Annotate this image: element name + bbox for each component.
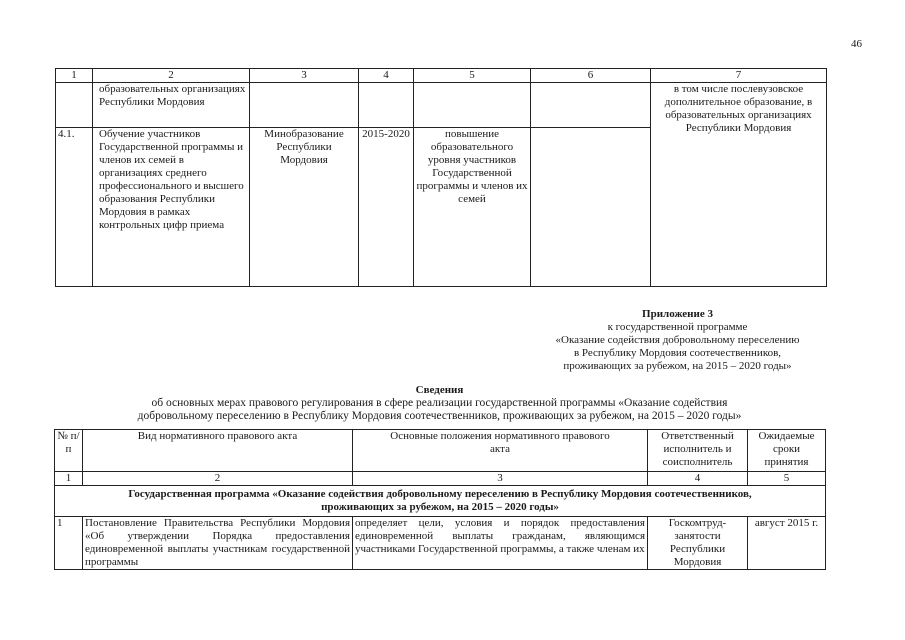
responsible-org: Госкомтруд-занятости Республики Мордовия (648, 517, 748, 570)
table-header-row (55, 430, 826, 472)
col-number: 1 (55, 472, 83, 486)
appendix-header (520, 308, 835, 373)
col-header: 6 (531, 69, 651, 83)
appendix-line: в Республику Мордовия соотечественников, (573, 347, 782, 359)
row-number: 1 (55, 517, 83, 570)
table-row (55, 517, 826, 570)
appendix-line: к государственной программе (607, 321, 748, 333)
act-title: Постановление Правительства Республики Мордовия «Об утверждении Порядка предоставления единовременной выплаты участникам государственной программы (83, 517, 353, 570)
appendix-title: Приложение 3 (642, 308, 713, 320)
measure-name: Обучение участников Государственной программы и членов их семей в организациях среднего профессионального и высшего образования Республики Мордовия в рамках контрольных цифр приема (93, 128, 250, 287)
section-heading (54, 384, 825, 423)
col-header: 1 (56, 69, 93, 83)
col-header: 7 (651, 69, 827, 83)
deadline: август 2015 г. (748, 517, 826, 570)
appendix-line: «Оказание содействия добровольному переселению (555, 334, 800, 346)
col-header: 2 (93, 69, 250, 83)
header-act-type: Вид нормативного правового акта (83, 430, 353, 472)
empty-cell (531, 128, 651, 287)
col-number: 4 (648, 472, 748, 486)
page-number: 46 (851, 38, 862, 50)
table-header-row (56, 69, 827, 83)
program-section-title: Государственная программа «Оказание содействия добровольному переселению в Республику Мордовия соотечественников, проживающих за рубежом, на 2015 – 2020 годы» (55, 486, 826, 517)
header-num: № п/п (55, 430, 83, 472)
legal-measures-table (54, 429, 826, 570)
appendix-line: проживающих за рубежом, на 2015 – 2020 годы» (563, 360, 792, 372)
cell-continuation: образовательных организациях Республики Мордовия (93, 83, 250, 128)
header-deadline: Ожидаемые сроки принятия (748, 430, 826, 472)
expected-result: повышение образовательного уровня участников Государственной программы и членов их семей (414, 128, 531, 287)
col-header: 5 (414, 69, 531, 83)
cell-col7-text: в том числе послевузовское дополнительное образование, в образовательных организациях Республики Мордовия (651, 83, 827, 287)
period: 2015-2020 (359, 128, 414, 287)
section-row (55, 486, 826, 517)
col-header: 3 (250, 69, 359, 83)
table-row (56, 83, 827, 128)
column-numbers-row (55, 472, 826, 486)
col-number: 3 (353, 472, 648, 486)
row-number: 4.1. (56, 128, 93, 287)
executor: Минобразование Республики Мордовия (250, 128, 359, 287)
act-provisions: определяет цели, условия и порядок предоставления единовременной выплаты гражданам, являющимся участниками Государственной программы, а также членам их (353, 517, 648, 570)
section-subtitle: добровольному переселению в Республику Мордовия соотечественников, проживающих за рубежом, на 2015 – 2020 годы» (137, 410, 742, 422)
section-subtitle: об основных мерах правового регулирования в сфере реализации государственной программы «Оказание содействия (151, 397, 728, 409)
section-title: Сведения (415, 384, 464, 396)
col-header: 4 (359, 69, 414, 83)
col-number: 5 (748, 472, 826, 486)
col-number: 2 (83, 472, 353, 486)
header-provisions: Основные положения нормативного правового акта (353, 430, 648, 472)
header-responsible: Ответственный исполнитель и соисполнитель (648, 430, 748, 472)
program-measures-table (55, 68, 827, 287)
